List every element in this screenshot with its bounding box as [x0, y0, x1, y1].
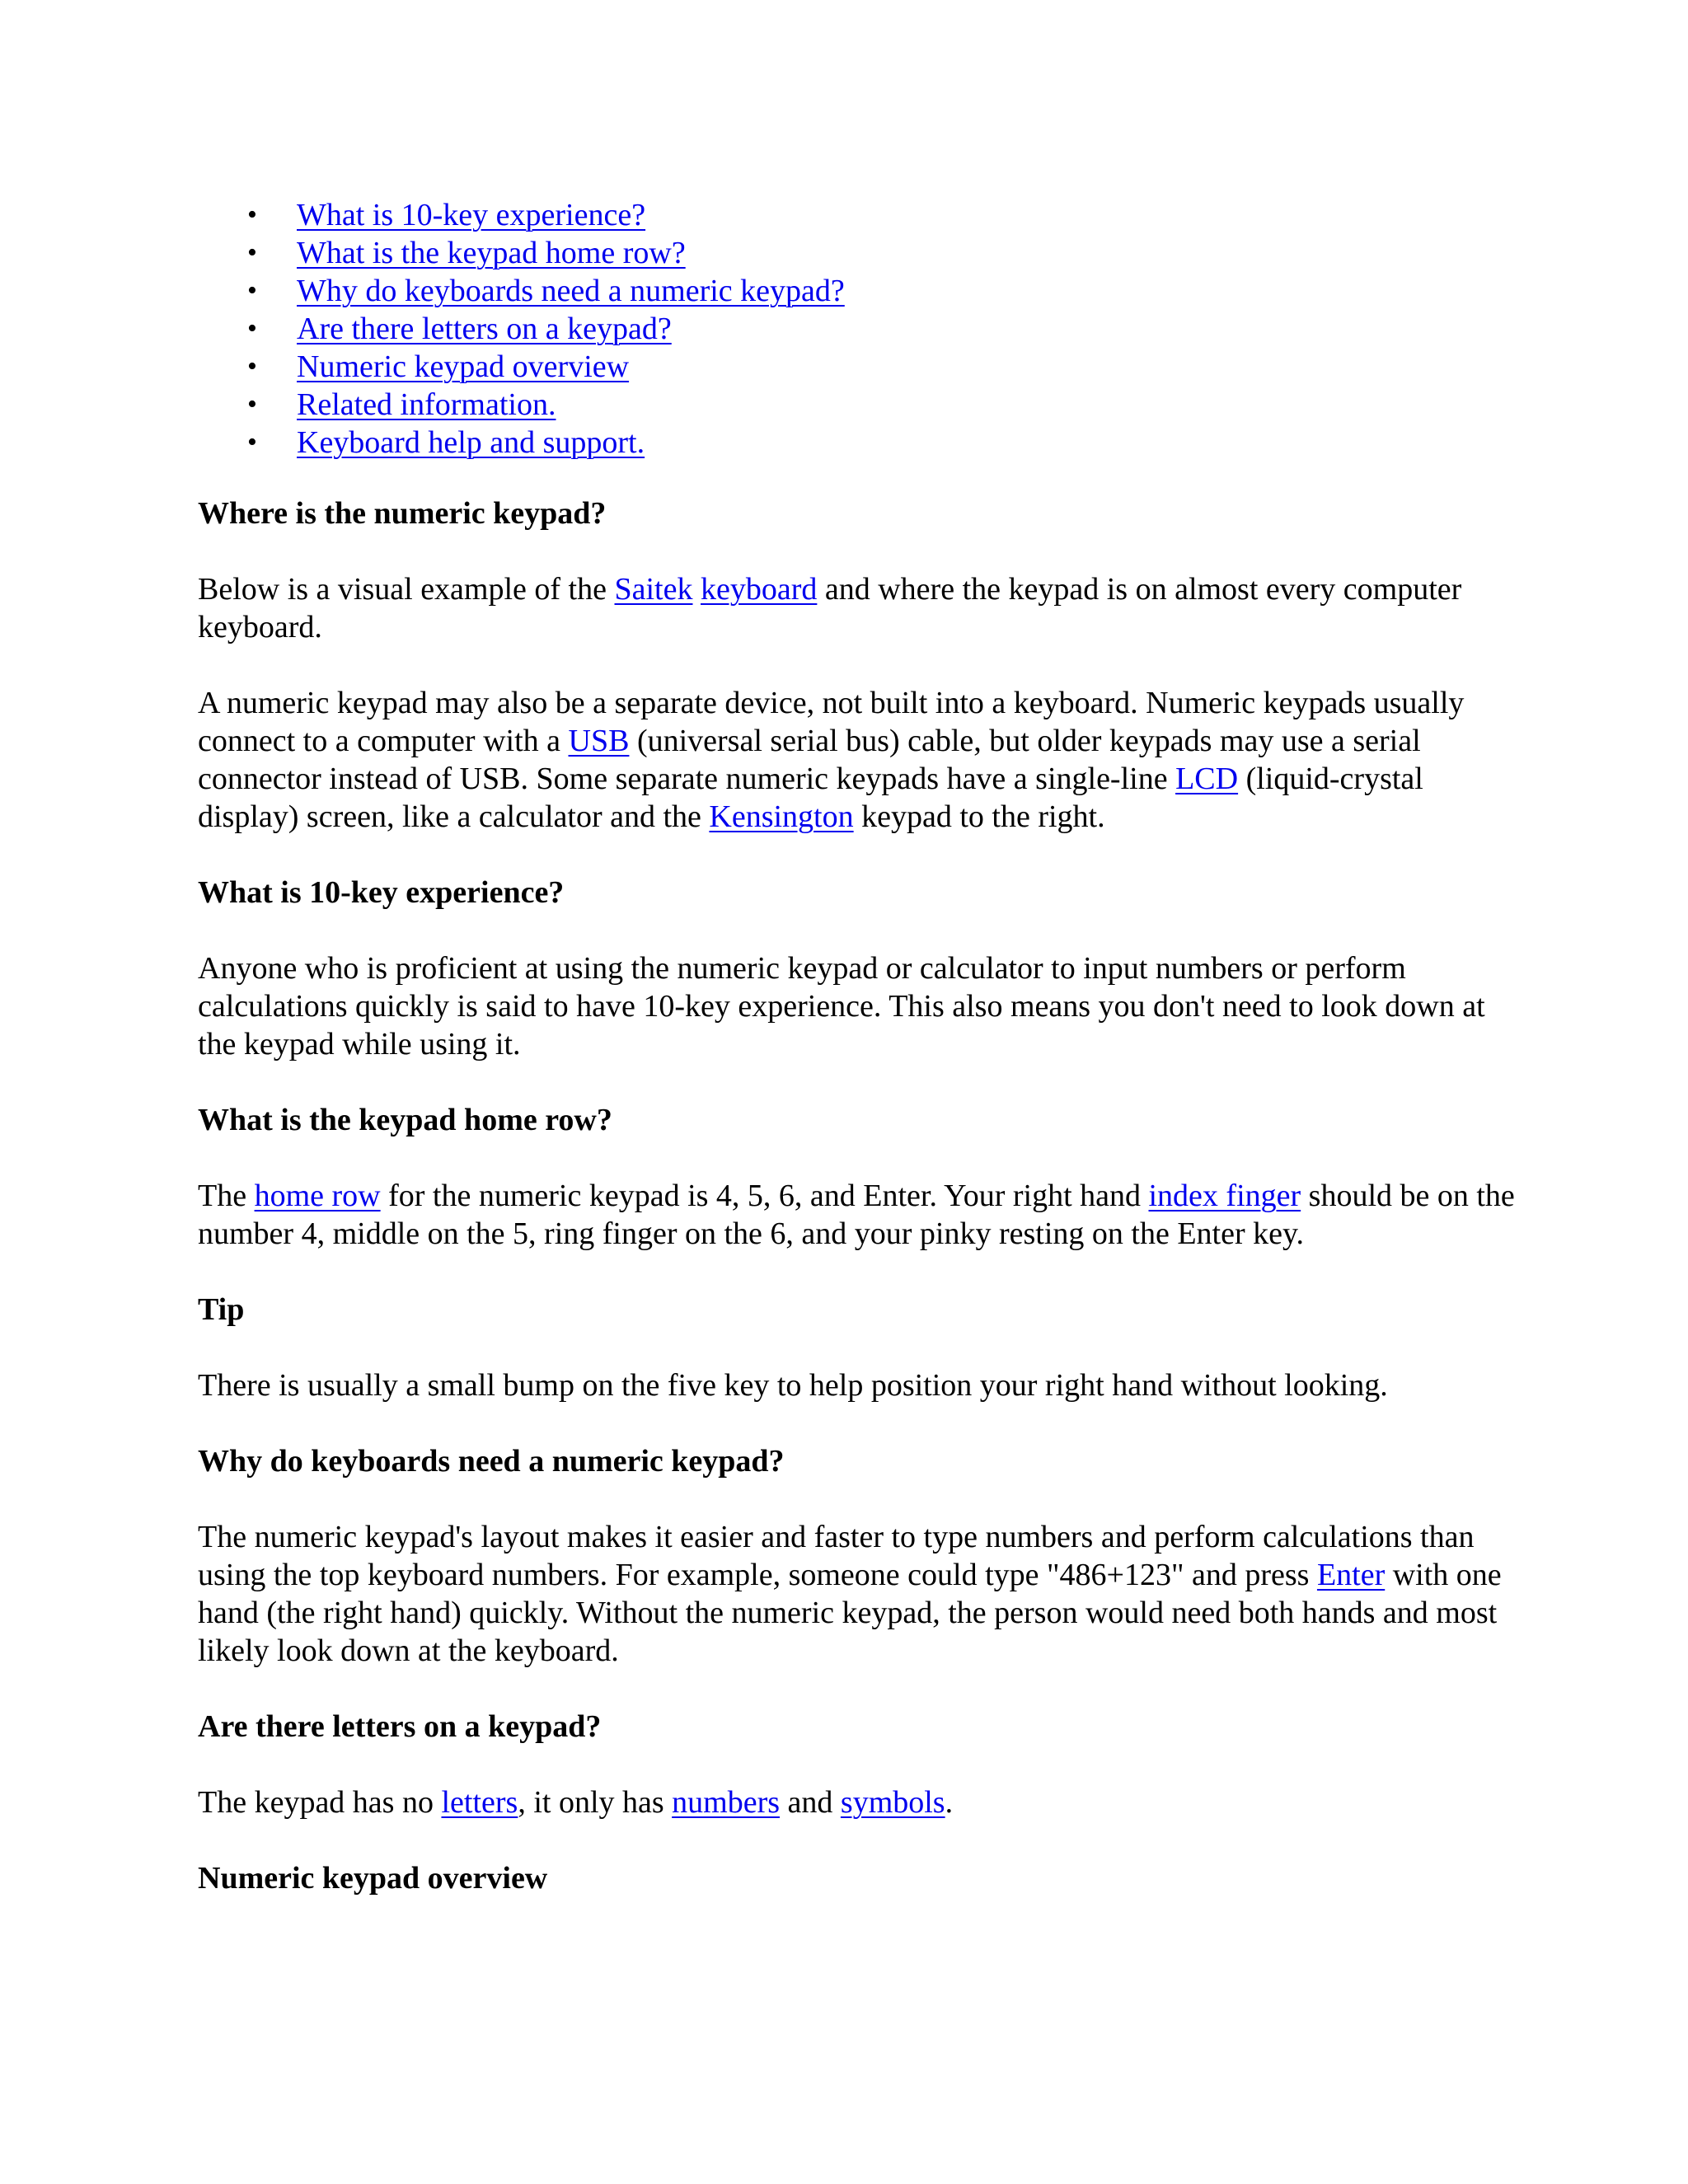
text-span: (universal serial bus) cable, but older keypads may use a serial connector instead of USB. Some separate numeric keypads have a single-line — [198, 724, 1421, 796]
text-span — [692, 572, 701, 607]
toc-link-why-keypad[interactable]: Why do keyboards need a numeric keypad? — [297, 274, 845, 308]
toc-link-overview[interactable]: Numeric keypad overview — [297, 349, 630, 384]
paragraph-where-1 — [198, 570, 1517, 646]
bullet-icon: • — [247, 275, 257, 306]
text-span: . — [945, 1785, 954, 1820]
heading-overview: Numeric keypad overview — [198, 1861, 548, 1896]
heading-letters: Are there letters on a keypad? — [198, 1709, 602, 1744]
toc-link-help[interactable]: Keyboard help and support. — [297, 425, 645, 460]
heading-10-key: What is 10-key experience? — [198, 875, 565, 910]
text-span: Below is a visual example of the — [198, 572, 615, 607]
bullet-icon: • — [247, 427, 257, 457]
text-span: and where the keypad is on almost every computer keyboard. — [198, 572, 1462, 644]
toc-item — [198, 424, 1517, 462]
toc-item — [198, 234, 1517, 272]
text-span: The keypad has no — [198, 1785, 442, 1820]
text-span: The — [198, 1179, 255, 1213]
link-home-row[interactable]: home row — [254, 1179, 381, 1213]
toc-item — [198, 348, 1517, 386]
link-numbers[interactable]: numbers — [672, 1785, 781, 1820]
text-span: , it only has — [518, 1785, 673, 1820]
link-keyboard[interactable]: keyboard — [700, 572, 818, 607]
heading-why-keypad: Why do keyboards need a numeric keypad? — [198, 1444, 785, 1479]
toc-item — [198, 386, 1517, 424]
paragraph-why-keypad — [198, 1518, 1517, 1670]
heading-where-keypad: Where is the numeric keypad? — [198, 496, 607, 531]
text-span: The numeric keypad's layout makes it easier and faster to type numbers and perform calculations than using the top keyboard numbers. For example, someone could type "486+123" and press — [198, 1520, 1475, 1592]
link-lcd[interactable]: LCD — [1175, 762, 1239, 796]
toc-item — [198, 272, 1517, 310]
table-of-contents — [198, 196, 1517, 462]
heading-home-row: What is the keypad home row? — [198, 1103, 612, 1137]
link-symbols[interactable]: symbols — [840, 1785, 945, 1820]
text-span: for the numeric keypad is 4, 5, 6, and Enter. Your right hand — [380, 1179, 1149, 1213]
toc-link-10-key[interactable]: What is 10-key experience? — [297, 198, 646, 232]
paragraph-letters — [198, 1783, 1517, 1821]
bullet-icon: • — [247, 313, 257, 344]
bullet-icon: • — [247, 351, 257, 382]
link-usb[interactable]: USB — [568, 724, 630, 758]
toc-link-related[interactable]: Related information. — [297, 387, 556, 422]
paragraph-where-2 — [198, 684, 1517, 836]
heading-tip: Tip — [198, 1292, 245, 1327]
link-saitek[interactable]: Saitek — [614, 572, 693, 607]
toc-link-home-row[interactable]: What is the keypad home row? — [297, 236, 686, 270]
paragraph-10-key: Anyone who is proficient at using the numeric keypad or calculator to input numbers or perform calculations quickly is said to have 10-key experience. This also means you don't need to look down at the keypad while using it. — [198, 951, 1485, 1062]
bullet-icon: • — [247, 389, 257, 419]
toc-item — [198, 196, 1517, 234]
link-letters[interactable]: letters — [441, 1785, 518, 1820]
text-span: (liquid-crystal display) screen, like a calculator and the — [198, 762, 1423, 834]
bullet-icon: • — [247, 199, 257, 230]
toc-link-letters[interactable]: Are there letters on a keypad? — [297, 312, 672, 346]
toc-item — [198, 310, 1517, 348]
text-span: keypad to the right. — [853, 799, 1105, 834]
link-kensington[interactable]: Kensington — [709, 799, 854, 834]
bullet-icon: • — [247, 237, 257, 268]
paragraph-tip: There is usually a small bump on the five key to help position your right hand without looking. — [198, 1368, 1388, 1403]
link-index-finger[interactable]: index finger — [1148, 1179, 1301, 1213]
text-span: and — [780, 1785, 841, 1820]
paragraph-home-row — [198, 1177, 1517, 1253]
text-span: with one hand (the right hand) quickly. Without the numeric keypad, the person would need both hands and most likely look down at the keyboard. — [198, 1558, 1502, 1668]
text-span: should be on the number 4, middle on the 5, ring finger on the 6, and your pinky resting on the Enter key. — [198, 1179, 1515, 1251]
link-enter[interactable]: Enter — [1316, 1558, 1386, 1592]
text-span: A numeric keypad may also be a separate device, not built into a keyboard. Numeric keypads usually connect to a computer with a — [198, 686, 1465, 758]
document-page — [198, 196, 1517, 1935]
